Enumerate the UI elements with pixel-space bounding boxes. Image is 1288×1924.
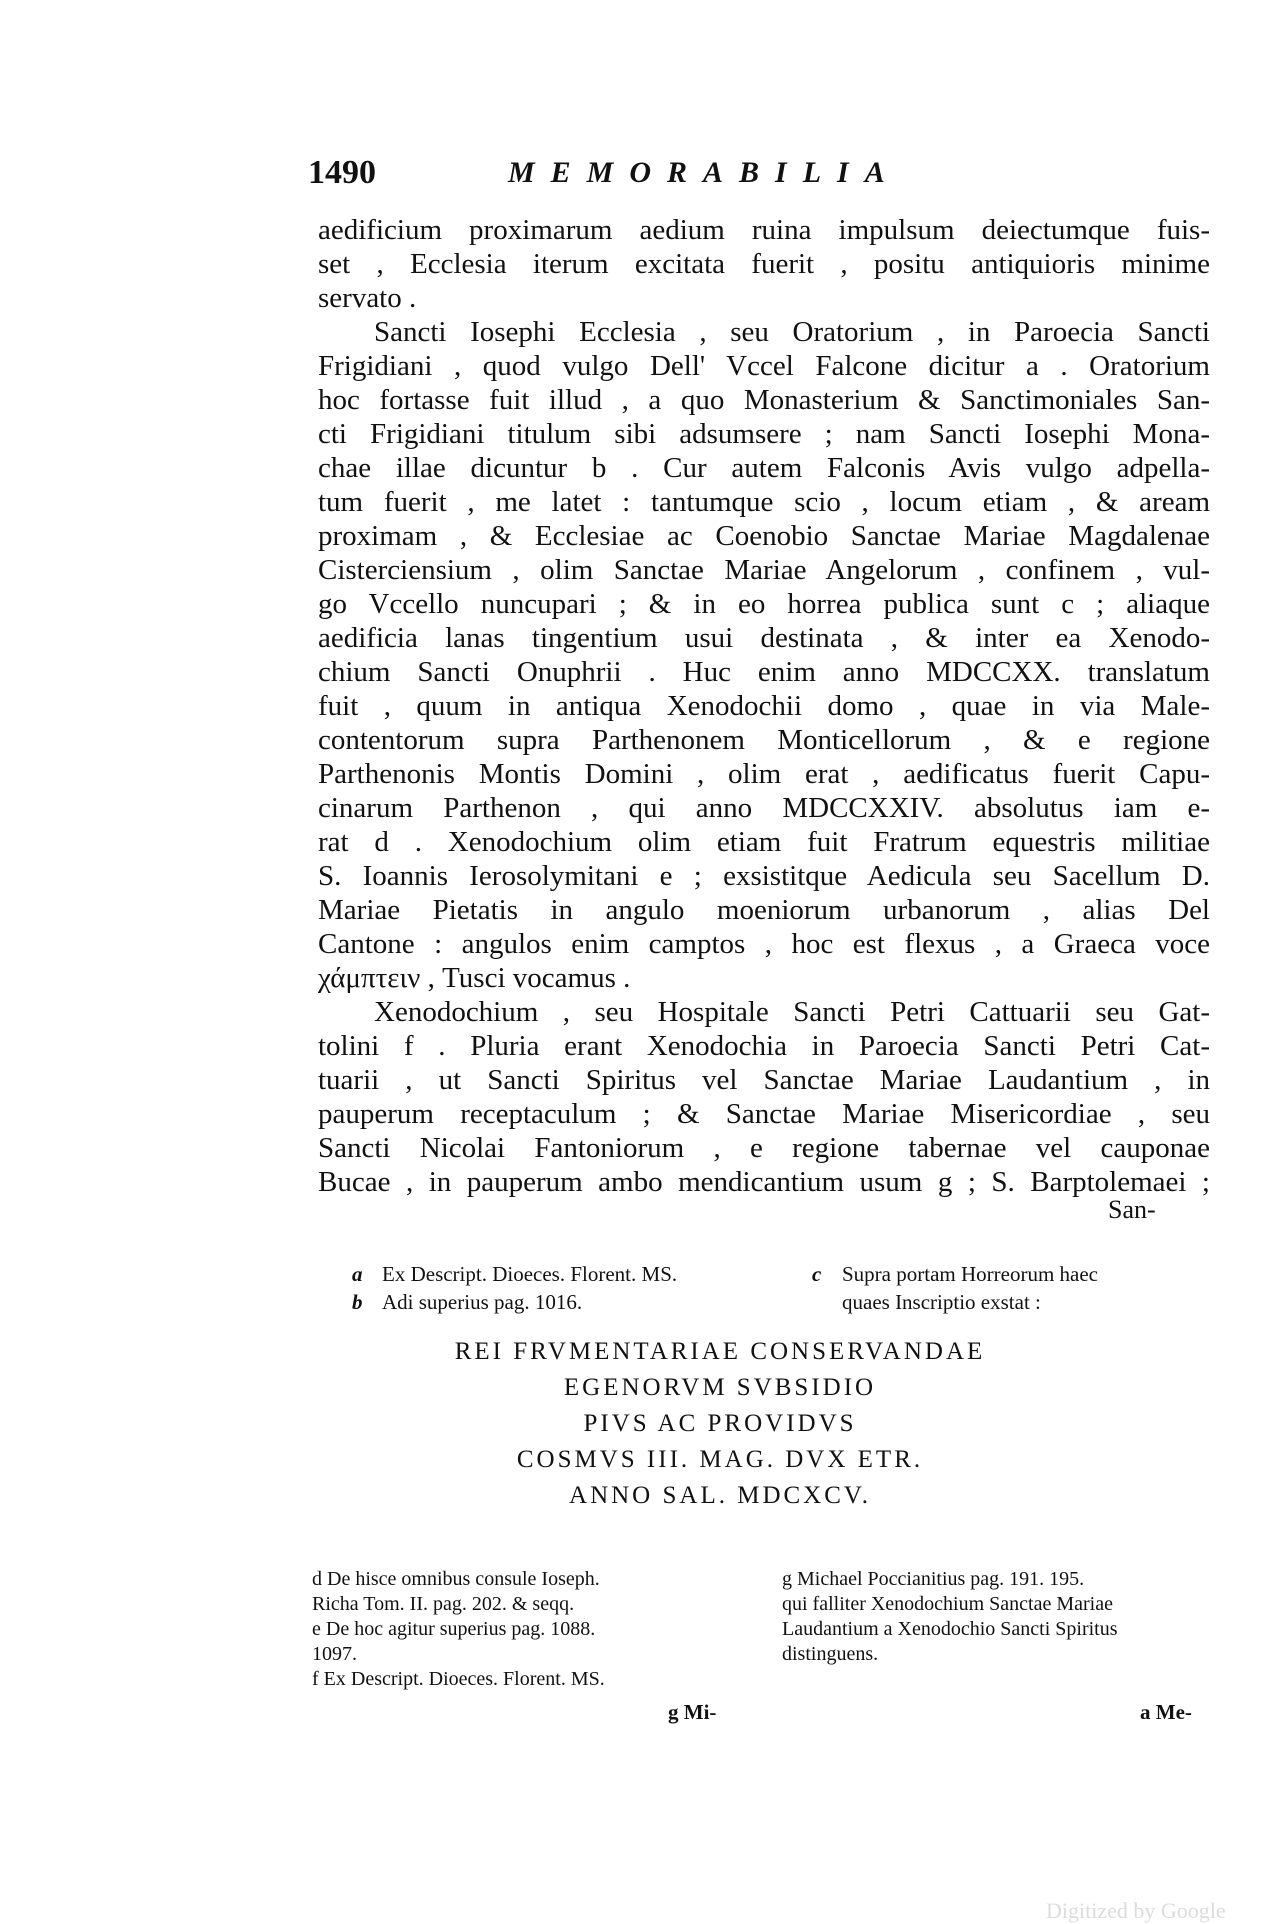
text-line: proximam , & Ecclesiae ac Coenobio Sanctae Mariae Magdalenae: [318, 520, 1210, 552]
footnote-line: Richa Tom. II. pag. 202. & seqq.: [312, 1593, 575, 1615]
text-line: Sancti Iosephi Ecclesia , seu Oratorium , in Paroecia Sancti: [374, 316, 1210, 348]
signature-mark-left: g Mi-: [668, 1700, 717, 1724]
footnote-line: e De hoc agitur superius pag. 1088.: [312, 1618, 596, 1640]
text-line: fuit , quum in antiqua Xenodochii domo , quae in via Male-: [318, 690, 1210, 722]
text-line: tum fuerit , me latet : tantumque scio , locum etiam , & aream: [318, 486, 1210, 518]
footnote-text: quaes Inscriptio exstat :: [842, 1290, 1041, 1314]
inscription-line: COSMVS III. MAG. DVX ETR.: [516, 1446, 924, 1473]
footnote-mark: a: [352, 1262, 363, 1286]
page-number: 1490: [308, 154, 376, 191]
text-line: Bucae , in pauperum ambo mendicantium usum g ; S. Barptolemaei ;: [318, 1166, 1210, 1198]
text-line: cinarum Parthenon , qui anno MDCCXXIV. absolutus iam e-: [318, 792, 1210, 824]
footnote-line: f Ex Descript. Dioeces. Florent. MS.: [312, 1668, 605, 1690]
text-line: aedificia lanas tingentium usui destinata , & inter ea Xenodo-: [318, 622, 1210, 654]
text-line: hoc fortasse fuit illud , a quo Monasterium & Sanctimoniales San-: [318, 384, 1210, 416]
footnote-line: distinguens.: [782, 1643, 879, 1665]
footnote-text: Ex Descript. Dioeces. Florent. MS.: [382, 1262, 678, 1286]
text-line: chae illae dicuntur b . Cur autem Falconis Avis vulgo adpella-: [318, 452, 1210, 484]
footnote: [812, 1290, 1041, 1316]
text-line: Mariae Pietatis in angulo moeniorum urbanorum , alias Del: [318, 894, 1210, 926]
footnote-line: 1097.: [312, 1643, 357, 1665]
text-line: tolini f . Pluria erant Xenodochia in Paroecia Sancti Petri Cat-: [318, 1030, 1210, 1062]
inscription-line: ANNO SAL. MDCXCV.: [569, 1482, 871, 1509]
text-line: tuarii , ut Sancti Spiritus vel Sanctae Mariae Laudantium , in: [318, 1064, 1210, 1096]
text-line: χάμπτειν , Tusci vocamus .: [318, 962, 631, 994]
text-line: Cantone : angulos enim camptos , hoc est flexus , a Graeca voce: [318, 928, 1210, 960]
footnote-text: Adi superius pag. 1016.: [382, 1290, 583, 1314]
inscription-line: PIVS AC PROVIDVS: [583, 1410, 857, 1437]
text-line: aedificium proximarum aedium ruina impulsum deiectumque fuis-: [318, 214, 1210, 246]
signature-mark-right: a Me-: [1140, 1700, 1192, 1724]
page-header: [308, 154, 1028, 194]
footnote-line: g Michael Poccianitius pag. 191. 195.: [782, 1568, 1085, 1590]
text-line: contentorum supra Parthenonem Monticellorum , & e regione: [318, 724, 1210, 756]
inscription-line: REI FRVMENTARIAE CONSERVANDAE: [454, 1338, 986, 1365]
inscription-line: EGENORVM SVBSIDIO: [563, 1374, 877, 1401]
text-line: S. Ioannis Ierosolymitani e ; exsistitque Aedicula seu Sacellum D.: [318, 860, 1210, 892]
text-line: set , Ecclesia iterum excitata fuerit , positu antiquioris minime: [318, 248, 1210, 280]
text-line: rat d . Xenodochium olim etiam fuit Fratrum equestris militiae: [318, 826, 1210, 858]
text-line: Frigidiani , quod vulgo Dell' Vccel Falcone dicitur a . Oratorium: [318, 350, 1210, 382]
text-line: Parthenonis Montis Domini , olim erat , aedificatus fuerit Capu-: [318, 758, 1210, 790]
footnote: [352, 1262, 677, 1288]
text-line: Cisterciensium , olim Sanctae Mariae Angelorum , confinem , vul-: [318, 554, 1210, 586]
text-line: cti Frigidiani titulum sibi adsumsere ; nam Sancti Iosephi Mona-: [318, 418, 1210, 450]
text-line: pauperum receptaculum ; & Sanctae Mariae Misericordiae , seu: [318, 1098, 1210, 1130]
footnote-line: qui falliter Xenodochium Sanctae Mariae: [782, 1593, 1113, 1615]
catchword: San-: [1108, 1195, 1156, 1224]
footnote-mark: b: [352, 1290, 363, 1314]
text-line: chium Sancti Onuphrii . Huc enim anno MDCCXX. translatum: [318, 656, 1210, 688]
footnote-line: Laudantium a Xenodochio Sancti Spiritus: [782, 1618, 1118, 1640]
footnote: [352, 1290, 582, 1316]
footnote-mark: c: [812, 1262, 822, 1286]
text-line: servato .: [318, 282, 417, 314]
footnote-text: Supra portam Horreorum haec: [842, 1262, 1098, 1286]
text-line: Xenodochium , seu Hospitale Sancti Petri Cattuarii seu Gat-: [374, 996, 1210, 1028]
footnote: [812, 1262, 1098, 1288]
running-title: MEMORABILIA: [508, 156, 901, 189]
watermark: Digitized by Google: [1046, 1898, 1226, 1923]
text-line: go Vccello nuncupari ; & in eo horrea publica sunt c ; aliaque: [318, 588, 1210, 620]
footnote-line: d De hisce omnibus consule Ioseph.: [312, 1568, 600, 1590]
text-line: Sancti Nicolai Fantoniorum , e regione tabernae vel cauponae: [318, 1132, 1210, 1164]
